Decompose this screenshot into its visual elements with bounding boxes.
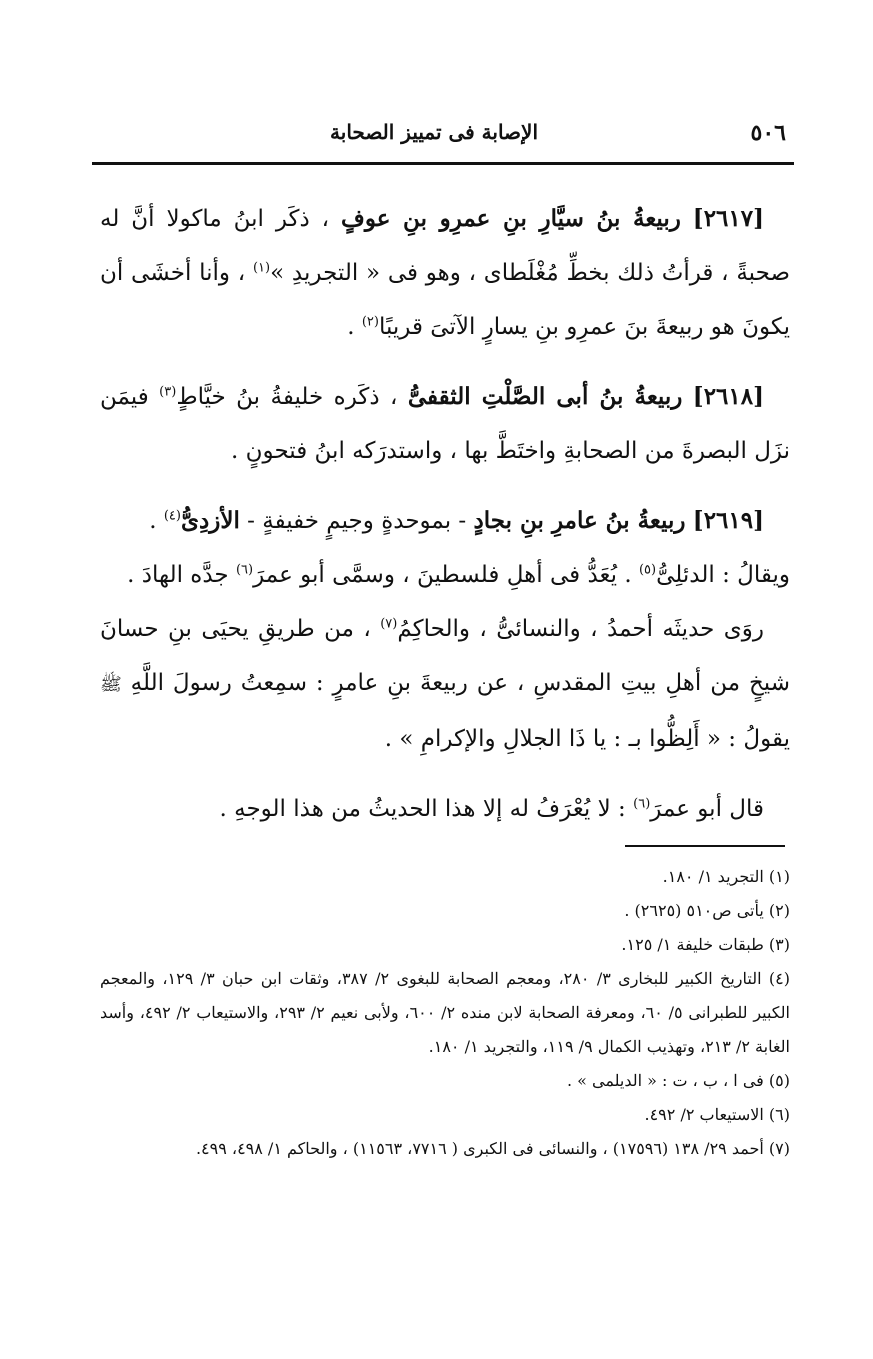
footnote-text: أحمد ٢٩/ ١٣٨ (١٧٥٩٦) ، والنسائى فى الكبرى ( ٧٧١٦، ١١٥٦٣) ، والحاكم ١/ ٤٩٨، ٤٩٩. xyxy=(195,1139,769,1158)
entry-text: : لا يُعْرَفُ له إلا هذا الحديثُ من هذا الوجهِ . xyxy=(219,796,634,822)
footnote-ref: (٧) xyxy=(380,616,398,632)
entry-text: روَى حديثَه أحمدُ ، والنسائىُّ ، والحاكِمُ xyxy=(397,616,764,642)
footnote-4 xyxy=(100,962,790,1064)
page-number: ٥٠٦ xyxy=(750,120,786,146)
entry-text: جدَّه الهادَ . xyxy=(127,562,236,588)
header-rule xyxy=(92,162,794,165)
footnote-ref: (١) xyxy=(252,260,271,276)
footnote-ref: (٦) xyxy=(235,562,254,578)
entry-name: ربيعةُ بنُ سيَّارِ بنِ عمرِو بنِ عوفٍ xyxy=(341,205,681,232)
footnote-7 xyxy=(100,1132,790,1166)
entry-text: ، وأنا أخشَى أن يكونَ هو ربيعةَ بنَ عمرِو بنِ يسارٍ الآتىَ قريبًا xyxy=(100,260,790,340)
entry-text: - بموحدةٍ وجيمٍ خفيفةٍ - xyxy=(239,508,474,534)
running-title: الإصابة فى تمييز الصحابة xyxy=(330,120,538,144)
entry-text: . يُعَدُّ فى أهلِ فلسطينَ ، وسمَّى أبو عمرَ xyxy=(253,562,639,588)
entry-text: قال أبو عمرَ xyxy=(650,796,764,822)
entry-text: يقولُ : « أَلِظُّوا بـ : يا ذَا الجلالِ والإكرامِ » . xyxy=(384,726,790,752)
main-text xyxy=(100,192,790,852)
entry-2618 xyxy=(100,370,790,478)
entry-text: فيمَن نزَل البصرةَ من الصحابةِ واختَطَّ بها ، واستدرَكه ابنُ فتحونٍ . xyxy=(100,384,790,464)
entry-text: ، ذكَر ابنُ ماكولا أنَّ له صحبةً ، قرأتُ ذلك بخطِّ مُغْلَطاى ، وهو فى « التجريدِ » xyxy=(100,206,790,286)
footnote-marker: (٣) xyxy=(768,935,790,954)
entry-2619-comment xyxy=(100,782,790,836)
footnote-2 xyxy=(100,894,790,928)
footnote-text: طبقات خليفة ١/ ١٢٥. xyxy=(621,935,769,954)
footnote-marker: (٦) xyxy=(768,1105,790,1124)
entry-name: ربيعةُ بنُ عامرِ بنِ بجادٍ xyxy=(473,507,686,534)
footnote-marker: (١) xyxy=(768,867,790,886)
entry-text: ويقالُ : الدئلِىُّ xyxy=(656,562,790,588)
footnote-text: التجريد ١/ ١٨٠. xyxy=(662,867,769,886)
footnote-ref: (٥) xyxy=(638,562,657,578)
entry-number: [٢٦١٨] xyxy=(692,383,764,410)
footnote-ref: (٢) xyxy=(361,314,379,330)
footnote-ref: (٤) xyxy=(163,508,181,524)
entry-text: ، من طريقِ يحيَى بنِ حسانَ شيخٍ من أهلِ بيتِ المقدسِ ، عن ربيعةَ بنِ عامرٍ : سمِعتُ رسولَ اللَّهِ xyxy=(100,616,790,696)
footnote-marker: (٤) xyxy=(768,969,791,988)
footnote-ref: (٦) xyxy=(633,796,651,812)
footnote-5 xyxy=(100,1064,790,1098)
footnote-ref: (٣) xyxy=(159,384,177,400)
entry-nisba: الأزدِىُّ xyxy=(180,507,240,534)
entry-2619-narration xyxy=(100,602,790,766)
entry-2617 xyxy=(100,192,790,354)
footnote-text: يأتى ص٥١٠ (٢٦٢٥) . xyxy=(624,901,769,920)
footnote-marker: (٥) xyxy=(768,1071,790,1090)
footnote-rule xyxy=(625,845,785,847)
entry-text: . xyxy=(149,508,164,534)
footnote-text: فى ا ، ب ، ت : « الديلمى » . xyxy=(566,1071,769,1090)
entry-number: [٢٦١٩] xyxy=(692,507,764,534)
entry-text: . xyxy=(347,314,362,340)
footnote-3 xyxy=(100,928,790,962)
footnote-text: التاريخ الكبير للبخارى ٣/ ٢٨٠، ومعجم الصحابة للبغوى ٢/ ٣٨٧، وثقات ابن حبان ٣/ ١٢٩، والمعجم الكبير للطبرانى ٥/ ٦٠، ومعرفة الصحابة لابن منده ٢/ ٦٠٠، ولأبى نعيم ٢/ ٢٩٣، والاستيعاب ٢/ ٤٩٢، وأسد الغابة ٢/ ٢١٣، وتهذيب الكمال ٩/ ١١٩، والتجريد ١/ ١٨٠. xyxy=(100,969,790,1056)
page-header xyxy=(98,118,788,158)
footnote-6 xyxy=(100,1098,790,1132)
entry-number: [٢٦١٧] xyxy=(692,205,764,232)
footnotes xyxy=(100,860,790,1166)
footnote-text: الاستيعاب ٢/ ٤٩٢. xyxy=(644,1105,769,1124)
entry-name: ربيعةُ بنُ أبى الصَّلْتِ الثقفىُّ xyxy=(407,383,683,410)
salawat-glyph: ﷺ xyxy=(100,674,122,695)
footnote-marker: (٢) xyxy=(768,901,790,920)
footnote-1 xyxy=(100,860,790,894)
entry-text: ، ذكَره خليفةُ بنُ خيَّاطٍ xyxy=(176,384,408,410)
entry-2619 xyxy=(100,494,790,602)
footnote-marker: (٧) xyxy=(768,1139,790,1158)
